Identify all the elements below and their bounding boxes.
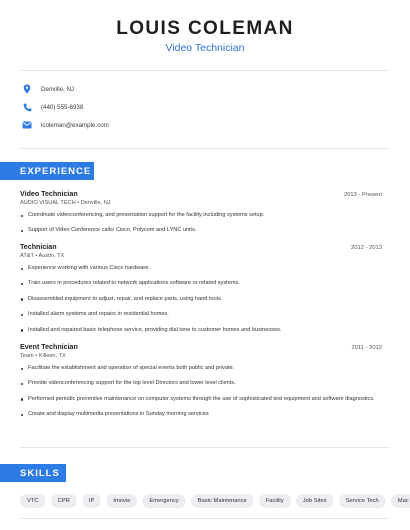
job-company: Team • Killeen, TX: [20, 353, 66, 359]
contact-divider: [20, 148, 390, 149]
candidate-name: LOUIS COLEMAN: [116, 18, 294, 39]
bullet-item: Coordinate videoconferencing, and presentation support for the facility including systems setup.: [20, 212, 382, 219]
job-title: Technician: [20, 243, 57, 251]
skill-chip: VTC: [20, 494, 46, 508]
skill-chip: Job Sites: [296, 494, 334, 508]
job-title: Video Technician: [20, 190, 78, 198]
skill-chip: Basic Maintenance: [191, 494, 254, 508]
location-text: Denville, NJ: [41, 85, 75, 93]
bullet-item: Provide videoconferencing support for the top level Directors and lower level clients.: [20, 380, 382, 387]
candidate-role: Video Technician: [165, 42, 245, 54]
contact-location: [22, 80, 109, 98]
job-bullets: [20, 365, 382, 419]
experience-heading: EXPERIENCE: [0, 162, 94, 180]
contact-phone: [22, 98, 109, 116]
contact-email[interactable]: [22, 116, 109, 134]
bullet-item: Facilitate the establishment and operation of special events both public and private.: [20, 365, 382, 372]
phone-text: (440) 555-6938: [41, 103, 84, 111]
job-bullets: [20, 265, 382, 334]
skill-chip: Mac: [391, 494, 410, 508]
job-dates: 2011 - 2012: [351, 345, 382, 351]
bullet-item: Performed periodic preventive maintenance on computer systems through the use of sophisticated test equipment and software diagnostics.: [20, 396, 382, 403]
job-entry-3: [20, 343, 382, 427]
bullet-item: Installed and repaired basic telephone service, providing dial tone to customer homes and businesses.: [20, 327, 382, 334]
job-dates: 2013 - Present: [343, 192, 382, 198]
job-bullets: [20, 212, 382, 235]
header-divider: [20, 70, 390, 71]
skill-chip: Facility: [259, 494, 291, 508]
bullet-item: Create and display multimedia presentations in Sunday morning services: [20, 411, 382, 418]
bullet-item: Support of Video Conference calls/ Cisco, Polycom and LYNC units.: [20, 227, 382, 234]
skill-chip: Emergency: [142, 494, 185, 508]
footer-divider: [20, 518, 390, 519]
experience-divider: [20, 447, 390, 448]
bullet-item: Disassembled equipment to adjust, repair, and replace parts, using hand tools.: [20, 296, 382, 303]
job-company: AUDIO VISUAL TECH • Denville, NJ: [20, 200, 111, 206]
job-title: Event Technician: [20, 343, 78, 351]
skills-heading: SKILLS: [0, 464, 66, 482]
skill-chip: CPR: [51, 494, 77, 508]
bullet-item: Experience working with various Cisco hardware.: [20, 265, 382, 272]
bullet-item: Train users in procedures related to network applications software or related systems.: [20, 280, 382, 287]
skill-chip: Service Tech: [339, 494, 386, 508]
skill-chip: Imovie: [106, 494, 137, 508]
email-text[interactable]: lcoleman@example.com: [41, 121, 109, 129]
map-pin-icon: [22, 84, 32, 94]
phone-icon: [22, 102, 32, 112]
contact-list: [22, 80, 109, 134]
job-entry-1: [20, 190, 382, 243]
skill-chip: IP: [82, 494, 101, 508]
job-dates: 2012 - 2013: [351, 245, 382, 251]
envelope-icon: [22, 120, 32, 130]
job-company: AT&T • Austin, TX: [20, 253, 65, 259]
job-entry-2: [20, 243, 382, 342]
skills-list: [20, 494, 410, 508]
bullet-item: Installed alarm systems and repairs in residential homes.: [20, 311, 382, 318]
resume-header: [0, 0, 410, 55]
